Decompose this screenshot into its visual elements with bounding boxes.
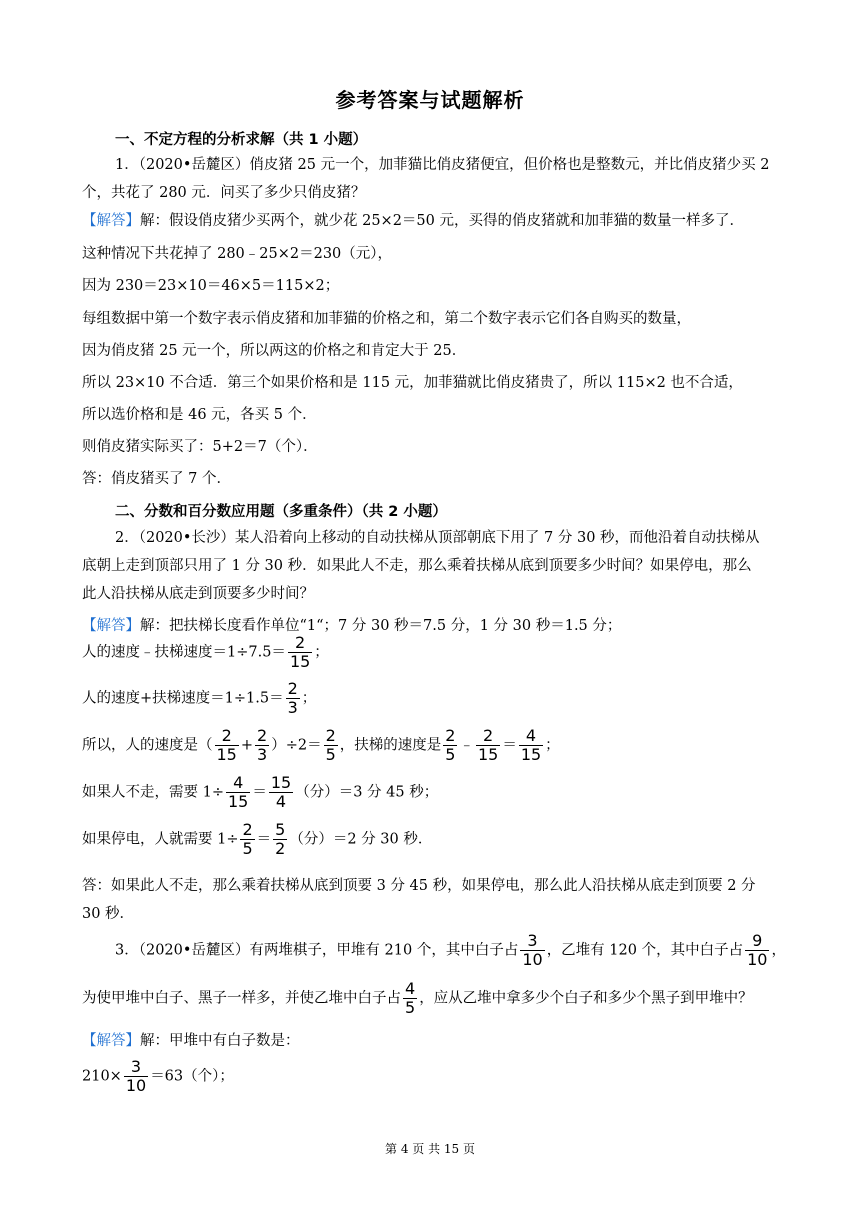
q1-answer-line-7: 所以选价格和是 46 元，各买 5 个．: [82, 407, 317, 423]
q1-answer-line-3: 因为 230＝23×10＝46×5＝115×2；: [82, 278, 340, 294]
page-title: 参考答案与试题解析: [335, 88, 525, 112]
q1-answer-line-8: 则俏皮猪实际买了：5+2＝7（个）．: [82, 439, 318, 455]
q1-line-2: 个，共花了 280 元．问买了多少只俏皮猪？: [82, 185, 366, 201]
plus-sign: +: [240, 737, 254, 754]
q3-l1-end: ，: [771, 942, 786, 959]
q2-answer-text-1: 解：把扶梯长度看作单位“1“；7 分 30 秒＝7.5 分，1 分 30 秒＝1.5 分；: [140, 618, 622, 634]
q3-l2-pre: 为使甲堆中白子、黑子一样多，并使乙堆中白子占: [82, 990, 401, 1007]
q2-answer-line-6: [82, 821, 432, 858]
fraction-2-3: $\frac{2}{3}$: [257, 726, 268, 764]
q1-line-1: 1．（2020•岳麓区）俏皮猪 25 元一个，加菲猫比俏皮猪便宜，但价格也是整数元，并比俏皮猪少买 2: [115, 157, 770, 173]
section-heading-2: 二、分数和百分数应用题（多重条件）（共 2 小题）: [115, 504, 447, 520]
q2-a2-text: 人的速度﹣扶梯速度＝1÷7.5＝: [82, 644, 286, 661]
q2-answer-line-5: [82, 774, 438, 811]
q2-answer-line-7: 答：如果此人不走，那么乘着扶梯从底到顶要 3 分 45 秒，如果停电，那么此人沿扶梯从底走到顶要 2 分: [82, 878, 756, 894]
fraction-3-10: $\frac{3}{10}$: [125, 1057, 147, 1095]
fraction-2-5: $\frac{2}{5}$: [445, 726, 456, 764]
equals-sign: ＝: [502, 737, 517, 754]
answer-tag: 【解答】: [82, 213, 140, 229]
q2-a2-end: ；: [314, 644, 329, 661]
q1-answer-text-1: 解：假设俏皮猪少买两个，就少花 25×2＝50 元，买得的俏皮猪就和加菲猫的数量一样多了．: [140, 213, 744, 229]
q2-answer-line-1: [82, 616, 621, 636]
section-heading-1: 一、不定方程的分析求解（共 1 小题）: [115, 132, 368, 148]
q1-answer-line-1: [82, 211, 744, 231]
answer-tag: 【解答】: [82, 1033, 140, 1049]
fraction-9-10: $\frac{9}{10}$: [747, 931, 768, 969]
q2-line-2: 底朝上走到顶部只用了 1 分 30 秒．如果此人不走，那么乘着扶梯从底到顶要多少时间？如果停电，那么: [82, 558, 752, 574]
q2-line-3: 此人沿扶梯从底走到顶要多少时间？: [82, 586, 314, 602]
q1-answer-line-5: 因为俏皮猪 25 元一个，所以两这的价格之和肯定大于 25．: [82, 343, 467, 359]
q2-a6-end: （分）＝2 分 30 秒．: [289, 831, 433, 848]
q3-line-1: [115, 932, 786, 969]
q3-a2-pre: 210×: [82, 1068, 122, 1085]
q3-l1-pre: 3．（2020•岳麓区）有两堆棋子，甲堆有 210 个，其中白子占: [115, 942, 519, 959]
answer-tag: 【解答】: [82, 618, 140, 634]
q2-a4-pre: 所以，人的速度是（: [82, 737, 213, 754]
q3-answer-line-2: [82, 1058, 234, 1095]
q3-a2-end: ＝63（个）；: [150, 1068, 234, 1085]
fraction-2-3: $\frac{2}{3}$: [287, 679, 298, 717]
fraction-4-15: $\frac{4}{15}$: [227, 773, 249, 811]
q2-a4-end: ；: [545, 737, 560, 754]
q3-l1-mid: ，乙堆有 120 个，其中白子占: [546, 942, 744, 959]
fraction-4-5: $\frac{4}{5}$: [405, 979, 416, 1017]
q2-a4-mid: ）÷2＝: [271, 737, 322, 754]
q2-a3-text: 人的速度+扶梯速度＝1÷1.5＝: [82, 690, 284, 707]
page-footer: 第 4 页 共 15 页: [385, 1142, 475, 1156]
q1-answer-line-4: 每组数据中第一个数字表示俏皮猪和加菲猫的价格之和，第二个数字表示它们各自购买的数量，: [82, 311, 691, 327]
equals-sign: ＝: [256, 831, 272, 848]
q1-answer-line-2: 这种情况下共花掉了 280﹣25×2＝230（元），: [82, 246, 393, 262]
fraction-2-15: $\frac{2}{15}$: [216, 726, 237, 764]
q1-answer-line-6: 所以 23×10 不合适．第三个如果价格和是 115 元，加菲猫就比俏皮猪贵了，所以 115×2 也不合适，: [82, 375, 743, 391]
q1-answer-line-9: 答：俏皮猪买了 7 个．: [82, 471, 231, 487]
fraction-2-15: $\frac{2}{15}$: [289, 633, 311, 671]
q2-answer-line-4: [82, 727, 560, 764]
q2-a3-end: ；: [301, 690, 317, 707]
q3-l2-end: ，应从乙堆中拿多少个白子和多少个黑子到甲堆中？: [419, 990, 753, 1007]
q2-answer-line-2: [82, 634, 329, 671]
q2-answer-line-3: [82, 680, 316, 717]
q3-line-2: [82, 980, 753, 1017]
fraction-2-15: $\frac{2}{15}$: [477, 726, 499, 764]
minus-sign: ﹣: [459, 737, 474, 754]
fraction-4-15: $\frac{4}{15}$: [520, 726, 542, 764]
fraction-3-10: $\frac{3}{10}$: [522, 931, 543, 969]
equals-sign: ＝: [252, 784, 267, 801]
q2-a4-mid2: ，扶梯的速度是: [339, 737, 442, 754]
fraction-15-4: $\frac{15}{4}$: [270, 773, 292, 811]
fraction-5-2: $\frac{5}{2}$: [275, 820, 286, 858]
q2-a5-pre: 如果人不走，需要 1÷: [82, 784, 224, 801]
q3-answer-line-1: [82, 1031, 300, 1051]
q2-a5-end: （分）＝3 分 45 秒；: [295, 784, 439, 801]
fraction-2-5: $\frac{2}{5}$: [242, 820, 253, 858]
q2-a6-pre: 如果停电，人就需要 1÷: [82, 831, 239, 848]
fraction-2-5: $\frac{2}{5}$: [325, 726, 336, 764]
q2-answer-line-8: 30 秒．: [82, 906, 135, 922]
q2-line-1: 2．（2020•长沙）某人沿着向上移动的自动扶梯从顶部朝底下用了 7 分 30 秒，而他沿着自动扶梯从: [115, 530, 760, 546]
q3-answer-text-1: 解：甲堆中有白子数是：: [140, 1033, 300, 1049]
